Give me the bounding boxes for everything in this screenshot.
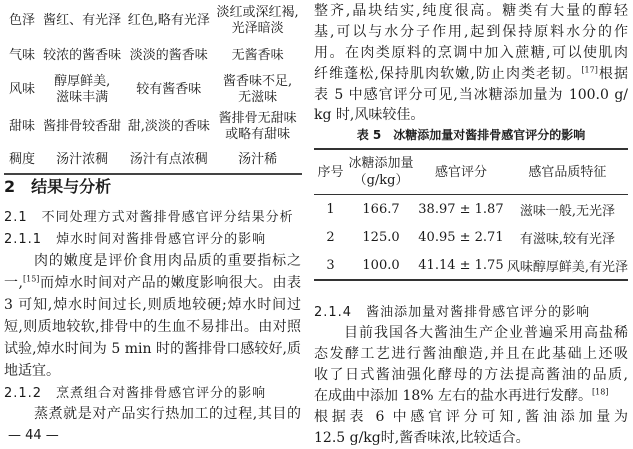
criteria-cell: 酱香味不足, 无滋味 xyxy=(223,74,293,105)
paragraph-line: 纤维蓬松,保持肌肉软嫩,防止肉类老韧。[17]根据 xyxy=(314,65,629,82)
paragraph-line: 根据表 6 中感官评分可知,酱油添加量为 xyxy=(314,409,628,425)
table-cell: 3 xyxy=(326,257,335,273)
table-cell: 41.14 ± 1.75 xyxy=(418,257,504,273)
criteria-cell: 汤汁稀 xyxy=(238,151,278,167)
table-caption: 表 5 冰糖添加量对酱排骨感官评分的影响 xyxy=(356,128,586,142)
criteria-cell: 酱排骨较香甜 xyxy=(43,119,122,134)
criteria-cell: 酱排骨无甜味 或略有甜味 xyxy=(218,111,297,142)
paragraph-line: 表 5 中感官评分可见,当冰糖添加量为 100.0 g/ xyxy=(314,87,628,103)
paragraph-line: kg 时,风味较佳。 xyxy=(314,107,425,123)
criteria-cell: 汤汁浓稠 xyxy=(56,151,109,167)
paragraph-line: 试验,焯水时间为 5 min 时的酱排骨口感较好,质 xyxy=(4,341,301,357)
paragraph-line: 肉的嫩度是评价食用肉品质的重要指标之 xyxy=(34,253,301,269)
paragraph-line: 收了日式酱油强化酵母的方法提高酱油的品质, xyxy=(314,367,628,383)
table-cell: 100.0 xyxy=(362,257,400,273)
criteria-cell: 较有酱香味 xyxy=(136,82,202,97)
citation: [15] xyxy=(22,274,40,284)
table-row xyxy=(314,195,628,224)
sugar-table xyxy=(314,148,628,281)
citation: [18] xyxy=(592,387,609,397)
table-cell: 40.95 ± 2.71 xyxy=(418,229,504,245)
table-row xyxy=(314,251,628,280)
criteria-cell: 酱红、有光泽 xyxy=(43,13,122,28)
column-header: 感官评分 xyxy=(434,164,487,180)
attribute-cell: 色泽 xyxy=(8,13,35,28)
table-row xyxy=(4,146,302,174)
criteria-cell: 红色,略有光泽 xyxy=(127,13,210,28)
paragraph-line: 地适宜。 xyxy=(4,363,60,379)
table-cell: 风味醇厚鲜美,有光泽 xyxy=(506,259,628,275)
subsubsection-heading: 2.1.4 酱油添加量对酱排骨感官评分的影响 xyxy=(314,305,591,320)
table-row xyxy=(4,40,302,72)
paragraph-line: 3 可知,焯水时间过长,则质地较硬;焯水时间过 xyxy=(4,297,301,313)
attribute-cell: 风味 xyxy=(8,82,35,97)
paragraph-line: 目前我国各大酱油生产企业普遍采用高盐稀 xyxy=(344,325,628,341)
table-cell: 125.0 xyxy=(362,229,400,245)
column-header: 冰糖添加量 （g/kg） xyxy=(348,156,414,188)
paragraph-line: 短,则质地较软,排骨中的生血不易排出。由对照 xyxy=(4,319,301,335)
paragraph-line: 基,可以与水分子作用,起到保持原料水分的作 xyxy=(314,24,628,40)
table-row xyxy=(4,108,302,146)
paragraph-line: 整齐,晶块结实,纯度很高。糖类有大量的醇轻 xyxy=(314,3,628,19)
criteria-cell: 淡淡的酱香味 xyxy=(129,48,208,63)
criteria-cell: 甜,淡淡的香味 xyxy=(127,119,210,134)
column-header: 感官品质特征 xyxy=(528,164,607,180)
citation: [17] xyxy=(581,65,598,75)
table-row xyxy=(4,72,302,108)
criteria-cell: 较浓的酱香味 xyxy=(43,48,122,63)
table-cell: 有滋味,较有光泽 xyxy=(519,231,615,247)
section-heading: 2 结果与分析 xyxy=(4,177,112,196)
table-cell: 2 xyxy=(326,229,335,245)
table-cell: 滋味一般,无光泽 xyxy=(519,203,615,219)
table-cell: 38.97 ± 1.87 xyxy=(418,201,504,217)
table-row xyxy=(314,223,628,251)
column-header: 序号 xyxy=(317,164,344,180)
paragraph-line: 12.5 g/kg时,酱香味浓,比较适合。 xyxy=(314,430,530,446)
paragraph-line: 一,[15]而焯水时间对产品的嫩度影响很大。由表 xyxy=(4,274,301,291)
attribute-cell: 稠度 xyxy=(8,151,35,167)
subsection-heading: 2.1 不同处理方式对酱排骨感官评分结果分析 xyxy=(4,210,294,225)
sensory-criteria-table xyxy=(4,2,302,175)
criteria-cell: 淡红或深红褐, 光泽暗淡 xyxy=(216,5,299,36)
table-cell: 166.7 xyxy=(362,201,400,217)
criteria-cell: 醇厚鲜美, 滋味丰满 xyxy=(54,74,111,105)
paragraph-line: 蒸煮就是对产品实行热加工的过程,其目的 xyxy=(34,406,301,422)
attribute-cell: 气味 xyxy=(8,48,35,63)
criteria-cell: 无酱香味 xyxy=(231,48,284,63)
page-number: — 44 — xyxy=(8,428,59,443)
paragraph-line: 在成曲中添加 18% 左右的盐水再进行发酵。[18] xyxy=(314,387,609,404)
subsubsection-heading: 2.1.1 焯水时间对酱排骨感官评分的影响 xyxy=(4,232,267,247)
paragraph-line: 态发酵工艺进行酱油酿造,并且在此基础上还吸 xyxy=(314,346,628,362)
criteria-cell: 汤汁有点浓稠 xyxy=(129,151,208,167)
attribute-cell: 甜味 xyxy=(8,119,35,134)
table-cell: 1 xyxy=(326,201,335,217)
subsubsection-heading: 2.1.2 烹煮组合对酱排骨感官评分的影响 xyxy=(4,386,267,401)
paragraph-line: 用。在肉类原料的烹调中加入蔗糖,可以使肌肉 xyxy=(314,45,628,61)
table-row xyxy=(4,2,302,40)
